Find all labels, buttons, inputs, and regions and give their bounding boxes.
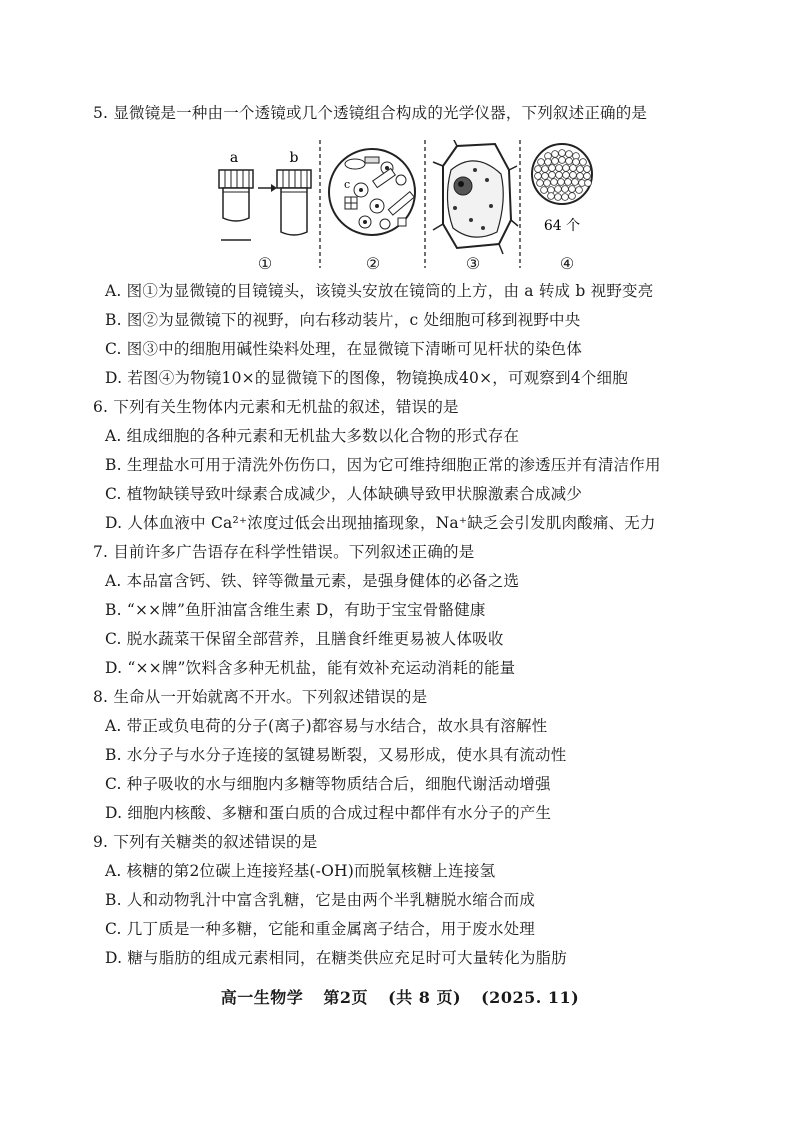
question-9-option-a: A. 核糖的第2位碳上连接羟基(-OH)而脱氧核糖上连接氢 xyxy=(105,862,496,880)
question-6-option-b: B. 生理盐水可用于清洗外伤伤口，因为它可维持细胞正常的渗透压并有清洁作用 xyxy=(105,456,661,474)
question-5-figure xyxy=(205,140,615,275)
question-9-option-d: D. 糖与脂肪的组成元素相同，在糖类供应充足时可大量转化为脂肪 xyxy=(105,949,567,967)
lens-b-icon xyxy=(277,170,311,235)
question-7-stem: 7. 目前许多广告语存在科学性错误。下列叙述正确的是 xyxy=(93,543,475,561)
question-9-option-c: C. 几丁质是一种多糖，它能和重金属离子结合，用于废水处理 xyxy=(105,920,535,938)
question-8-option-b: B. 水分子与水分子连接的氢键易断裂，又易形成，使水具有流动性 xyxy=(105,746,567,764)
question-7-option-c: C. 脱水蔬菜干保留全部营养，且膳食纤维更易被人体吸收 xyxy=(105,630,504,648)
question-5-option-a: A. 图①为显微镜的目镜镜头，该镜头安放在镜筒的上方，由 a 转成 b 视野变亮 xyxy=(105,282,654,300)
lens-a-icon xyxy=(219,170,253,221)
cell-c-label: c xyxy=(344,178,351,191)
question-5-stem: 5. 显微镜是一种由一个透镜或几个透镜组合构成的光学仪器，下列叙述正确的是 xyxy=(93,104,648,122)
figure-label-1: ① xyxy=(257,254,273,273)
arrow-icon xyxy=(258,184,277,192)
field-of-view-cells xyxy=(329,149,415,235)
page-footer xyxy=(0,985,800,1008)
question-9-option-b: B. 人和动物乳汁中富含乳糖，它是由两个半乳糖脱水缩合而成 xyxy=(105,891,536,909)
question-7-option-a: A. 本品富含钙、铁、锌等微量元素，是强身健体的必备之选 xyxy=(105,572,520,590)
figure-label-3: ③ xyxy=(465,254,481,273)
question-5-option-c: C. 图③中的细胞用碱性染料处理，在显微镜下清晰可见杆状的染色体 xyxy=(105,340,583,358)
lens-b-label: b xyxy=(289,150,299,166)
footer-total: (共 8 页) xyxy=(388,988,462,1007)
question-8-option-c: C. 种子吸收的水与细胞内多糖等物质结合后，细胞代谢活动增强 xyxy=(105,775,551,793)
question-6-option-c: C. 植物缺镁导致叶绿素合成减少，人体缺碘导致甲状腺激素合成减少 xyxy=(105,485,583,503)
question-9-stem: 9. 下列有关糖类的叙述错误的是 xyxy=(93,833,318,851)
question-8-option-d: D. 细胞内核酸、多糖和蛋白质的合成过程中都伴有水分子的产生 xyxy=(105,804,552,822)
question-6-stem: 6. 下列有关生物体内元素和无机盐的叙述，错误的是 xyxy=(93,398,459,416)
footer-page: 第2页 xyxy=(323,988,369,1007)
question-7-option-b: B. “××牌”鱼肝油富含维生素 D，有助于宝宝骨骼健康 xyxy=(105,601,486,619)
figure-label-2: ② xyxy=(365,254,381,273)
question-8-stem: 8. 生命从一开始就离不开水。下列叙述错误的是 xyxy=(93,688,428,706)
question-5-option-d: D. 若图④为物镜10×的显微镜下的图像，物镜换成40×，可观察到4个细胞 xyxy=(105,369,628,387)
question-6-option-d: D. 人体血液中 Ca²⁺浓度过低会出现抽搐现象，Na⁺缺乏会引发肌肉酸痛、无力 xyxy=(105,514,656,532)
cell-grid-icon xyxy=(532,144,592,234)
figure-label-4: ④ xyxy=(559,254,575,273)
footer-date: (2025. 11) xyxy=(481,988,580,1007)
cell-count-label: 64 个 xyxy=(543,218,581,234)
lens-a-label: a xyxy=(229,150,239,166)
plant-cell-icon xyxy=(433,140,518,254)
question-8-option-a: A. 带正或负电荷的分子(离子)都容易与水结合，故水具有溶解性 xyxy=(105,717,548,735)
question-5-option-b: B. 图②为显微镜下的视野，向右移动装片，c 处细胞可移到视野中央 xyxy=(105,311,581,329)
question-6-option-a: A. 组成细胞的各种元素和无机盐大多数以化合物的形式存在 xyxy=(105,427,520,445)
footer-subject: 高一生物学 xyxy=(220,988,304,1007)
question-7-option-d: D. “××牌”饮料含多种无机盐，能有效补充运动消耗的能量 xyxy=(105,659,516,677)
